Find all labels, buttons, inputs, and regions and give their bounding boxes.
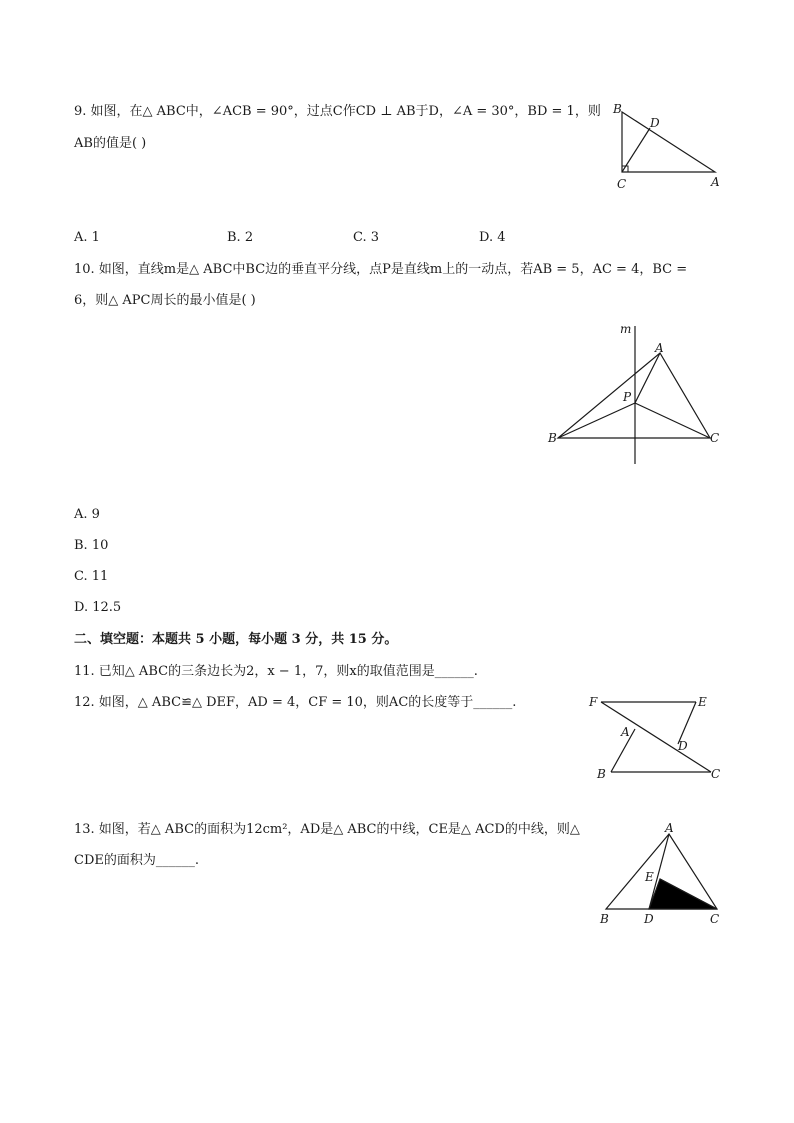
q13-text-line1: 13. 如图，若△ ABC的面积为12cm²，AD是△ ABC的中线，CE是△ ACD的中线，则△ [74,822,580,837]
q10-option-c: C. 11 [74,569,109,584]
q10-label-p: P [623,390,632,404]
q9-option-b: B. 2 [227,230,254,245]
q12-label-c: C [711,767,721,781]
q12-label-a: A [621,725,630,739]
q9-label-d: D [650,116,660,130]
q13-figure [592,820,732,928]
q10-segment-pa [635,353,660,403]
q9-option-c: C. 3 [353,230,380,245]
q10-figure [540,318,730,468]
q12-label-e: E [698,695,707,709]
q12-label-f: F [589,695,598,709]
q10-label-c: C [710,431,720,445]
q9-text-line1: 9. 如图，在△ ABC中，∠ACB = 90°，过点C作CD ⊥ AB于D，∠A = 30°，BD = 1，则 [74,104,601,119]
q12-label-b: B [597,767,606,781]
q12-text: 12. 如图，△ ABC≌△ DEF，AD = 4，CF = 10，则AC的长度等于______. [74,695,517,710]
q9-label-c: C [617,177,627,191]
q9-option-d: D. 4 [479,230,506,245]
q13-label-d: D [644,912,654,926]
q10-label-a: A [655,341,664,355]
q10-option-b: B. 10 [74,538,109,553]
q13-label-a: A [665,821,674,835]
q10-option-a: A. 9 [74,507,100,522]
q10-segment-pc [635,403,710,438]
q9-label-a: A [711,175,720,189]
q12-figure [585,692,725,787]
q10-text-line2: 6，则△ APC周长的最小值是( ) [74,293,256,308]
section-fill-in-heading: 二、填空题：本题共 5 小题，每小题 3 分，共 15 分。 [74,632,398,647]
q11-text: 11. 已知△ ABC的三条边长为2，x − 1，7，则x的取值范围是______. [74,664,478,679]
q13-text-line2: CDE的面积为______. [74,853,199,868]
q13-label-e: E [645,870,654,884]
q10-triangle-abc [558,353,710,438]
q10-segment-bp [558,403,635,438]
q9-segment-cd [622,128,650,172]
q10-label-b: B [548,431,557,445]
q10-text-line1: 10. 如图，直线m是△ ABC中BC边的垂直平分线，点P是直线m上的一动点，若AB = 5，AC = 4，BC = [74,262,688,277]
q9-option-a: A. 1 [74,230,100,245]
q9-triangle-abc [622,112,715,172]
q13-label-c: C [710,912,720,926]
q9-figure [605,100,735,195]
q9-text-line2: AB的值是( ) [74,136,147,151]
q12-segment-ed [678,702,696,744]
q13-label-b: B [600,912,609,926]
q9-label-b: B [613,102,622,116]
q12-label-d: D [678,739,688,753]
q10-option-d: D. 12.5 [74,600,122,615]
q10-label-m: m [620,322,632,336]
